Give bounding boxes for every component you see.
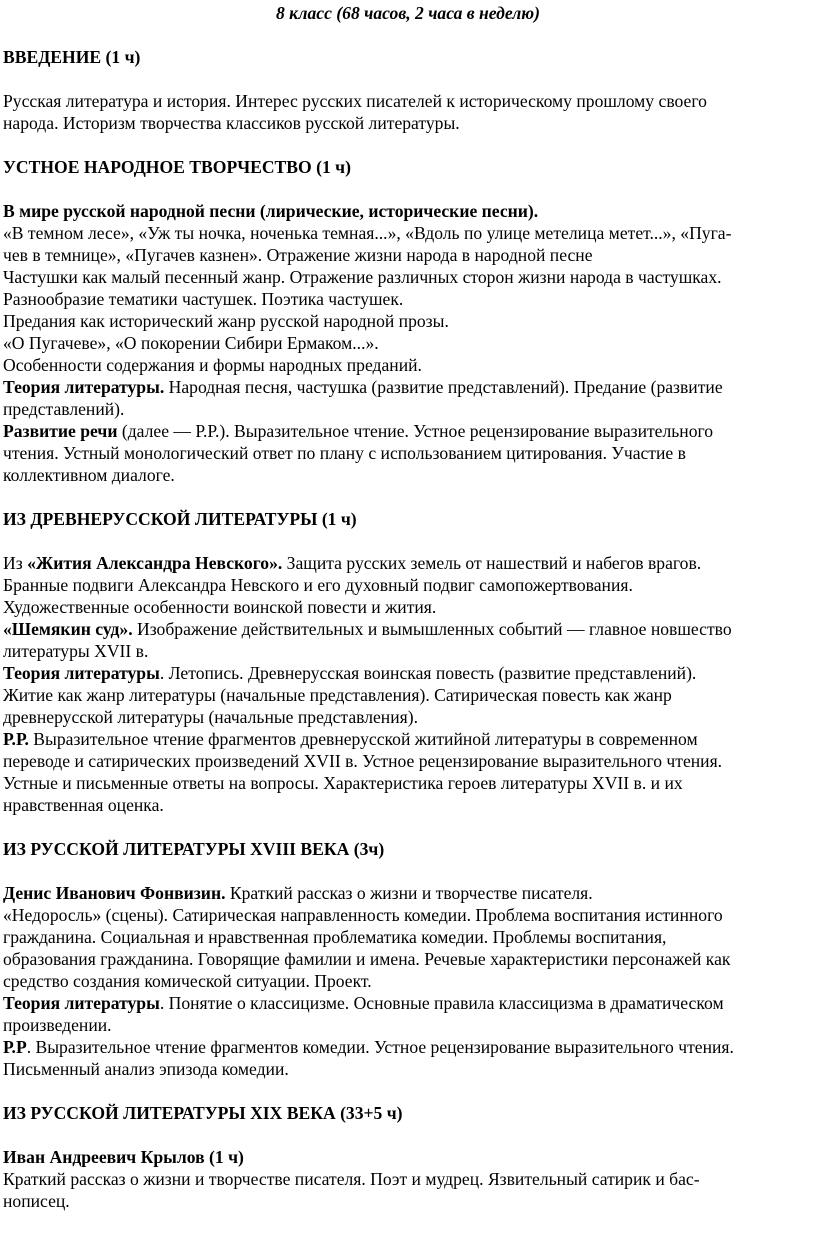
paragraph-line: Предания как исторический жанр русской народной прозы. — [3, 311, 449, 331]
paragraph-line: Художественные особенности воинской повести и жития. — [3, 597, 437, 617]
paragraph-text: Защита русских земель от нашествий и набегов врагов. — [282, 553, 702, 573]
theory-label: Теория литературы — [3, 993, 160, 1013]
theory-paragraph — [3, 376, 813, 398]
shemyakin-paragraph — [3, 618, 813, 640]
speech-label: Развитие речи — [3, 421, 118, 441]
section-heading-intro: ВВЕДЕНИЕ (1 ч) — [3, 47, 141, 67]
paragraph-line: представлений). — [3, 399, 125, 419]
paragraph-line: чев в темнице», «Пугачев казнен». Отражение жизни народа в народной песне — [3, 245, 593, 265]
paragraph-line: гражданина. Социальная и нравственная проблематика комедии. Проблемы воспитания, — [3, 927, 667, 947]
work-title: «Шемякин суд». — [3, 619, 133, 639]
page-title: 8 класс (68 часов, 2 часа в неделю) — [275, 3, 541, 23]
speech-label: Р.Р — [3, 1037, 27, 1057]
section-heading-folk: УСТНОЕ НАРОДНОЕ ТВОРЧЕСТВО (1 ч) — [3, 157, 351, 177]
fonvizin-paragraph — [3, 882, 813, 904]
subsection-heading: В мире русской народной песни (лирические, исторические песни). — [3, 201, 539, 221]
paragraph-line: нравственная оценка. — [3, 795, 164, 815]
paragraph-line: Письменный анализ эпизода комедии. — [3, 1059, 289, 1079]
paragraph-line: чтения. Устный монологический ответ по плану с использованием цитирования. Участие в — [3, 443, 686, 463]
speech-paragraph — [3, 420, 813, 442]
paragraph-line: средство создания комической ситуации. Проект. — [3, 971, 372, 991]
document-body — [3, 46, 813, 1212]
section-heading-old-russian: ИЗ ДРЕВНЕРУССКОЙ ЛИТЕРАТУРЫ (1 ч) — [3, 509, 357, 529]
theory-paragraph — [3, 992, 813, 1014]
paragraph-line: «В темном лесе», «Уж ты ночка, ноченька темная...», «Вдоль по улице метелица метет...», «Пуга- — [3, 223, 732, 243]
paragraph-line: Краткий рассказ о жизни и творчестве писателя. Поэт и мудрец. Язвительный сатирик и бас- — [3, 1169, 700, 1189]
section-heading-19th-century: ИЗ РУССКОЙ ЛИТЕРАТУРЫ XIX ВЕКА (33+5 ч) — [3, 1103, 403, 1123]
paragraph-line: нописец. — [3, 1191, 70, 1211]
paragraph-line: Бранные подвиги Александра Невского и его духовный подвиг самопожертвования. — [3, 575, 633, 595]
speech-paragraph — [3, 728, 813, 750]
author-name: Денис Иванович Фонвизин. — [3, 883, 226, 903]
author-heading-krylov: Иван Андреевич Крылов (1 ч) — [3, 1147, 244, 1167]
speech-text: Выразительное чтение фрагментов древнерусской житийной литературы в современном — [28, 729, 698, 749]
paragraph-line: литературы XVII в. — [3, 641, 149, 661]
section-heading-18th-century: ИЗ РУССКОЙ ЛИТЕРАТУРЫ XVIII ВЕКА (3ч) — [3, 839, 385, 859]
nevsky-paragraph — [3, 552, 813, 574]
text-prefix: Из — [3, 553, 28, 573]
speech-text: (далее — Р.Р.). Выразительное чтение. Устное рецензирование выразительного — [117, 421, 714, 441]
paragraph-line: Частушки как малый песенный жанр. Отражение различных сторон жизни народа в частушках. — [3, 267, 722, 287]
speech-paragraph — [3, 1036, 813, 1058]
theory-text: Народная песня, частушка (развитие представлений). Предание (развитие — [164, 377, 723, 397]
paragraph-line: «Недоросль» (сцены). Сатирическая направленность комедии. Проблема воспитания истинного — [3, 905, 723, 925]
paragraph-line: Русская литература и история. Интерес русских писателей к историческому прошлому своего — [3, 91, 707, 111]
theory-paragraph — [3, 662, 813, 684]
paragraph-line: коллективном диалоге. — [3, 465, 175, 485]
theory-text: . Понятие о классицизме. Основные правила классицизма в драматическом — [159, 993, 724, 1013]
paragraph-line: произведении. — [3, 1015, 112, 1035]
paragraph-line: Особенности содержания и формы народных преданий. — [3, 355, 422, 375]
paragraph-line: переводе и сатирических произведений XVII в. Устное рецензирование выразительного чтения. — [3, 751, 723, 771]
theory-label: Теория литературы. — [3, 377, 165, 397]
paragraph-line: Житие как жанр литературы (начальные представления). Сатирическая повесть как жанр — [3, 685, 672, 705]
paragraph-line: образования гражданина. Говорящие фамилии и имена. Речевые характеристики персонажей как — [3, 949, 731, 969]
paragraph-line: Устные и письменные ответы на вопросы. Характеристика героев литературы XVII в. и их — [3, 773, 683, 793]
speech-text: . Выразительное чтение фрагментов комедии. Устное рецензирование выразительного чтения. — [26, 1037, 734, 1057]
work-title: «Жития Александра Невского». — [27, 553, 283, 573]
paragraph-text: Краткий рассказ о жизни и творчестве писателя. — [225, 883, 593, 903]
paragraph-line: древнерусской литературы (начальные представления). — [3, 707, 418, 727]
paragraph-line: «О Пугачеве», «О покорении Сибири Ермаком...». — [3, 333, 379, 353]
theory-text: . Летопись. Древнерусская воинская повесть (развитие представлений). — [159, 663, 697, 683]
paragraph-line: Разнообразие тематики частушек. Поэтика частушек. — [3, 289, 404, 309]
paragraph-text: Изображение действительных и вымышленных событий — главное новшество — [132, 619, 732, 639]
paragraph-line: народа. Историзм творчества классиков русской литературы. — [3, 113, 460, 133]
speech-label: Р.Р. — [3, 729, 29, 749]
theory-label: Теория литературы — [3, 663, 160, 683]
